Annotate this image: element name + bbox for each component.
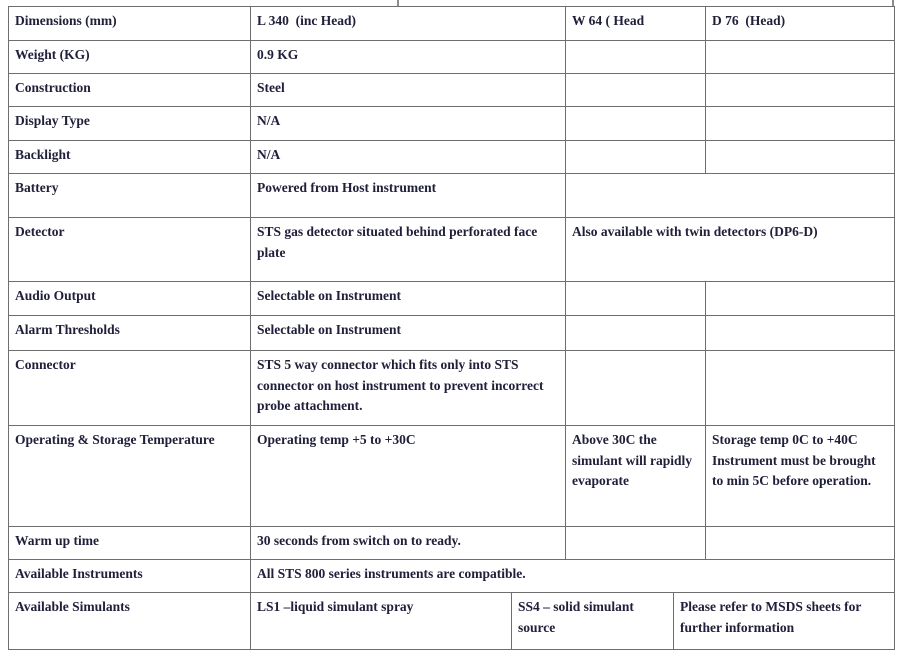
value-cell: Storage temp 0C to +40C Instrument must be brought to min 5C before operation. [706,426,895,527]
value-cell [706,107,895,141]
value-cell [566,41,706,74]
table-row [9,107,895,141]
table-row [9,282,895,316]
table-row [9,527,895,560]
table-row [9,351,895,426]
value-cell [566,527,706,560]
table-row [9,141,895,174]
value-cell [706,527,895,560]
row-label: Detector [9,218,251,282]
table-row [9,7,895,41]
table-row [9,593,895,650]
value-cell: D 76 (Head) [706,7,895,41]
value-cell [566,316,706,351]
value-cell: Please refer to MSDS sheets for further information [674,593,895,650]
value-cell: All STS 800 series instruments are compatible. [251,560,895,593]
value-cell [706,316,895,351]
value-cell: SS4 – solid simulant source [512,593,674,650]
table-row [9,426,895,527]
row-label: Warm up time [9,527,251,560]
value-cell: 0.9 KG [251,41,566,74]
value-cell: Steel [251,74,566,107]
value-cell: STS 5 way connector which fits only into STS connector on host instrument to prevent incorrect probe attachment. [251,351,566,426]
table-row [9,74,895,107]
row-label: Operating & Storage Temperature [9,426,251,527]
row-label: Backlight [9,141,251,174]
value-cell [706,41,895,74]
row-label: Available Instruments [9,560,251,593]
value-cell: Selectable on Instrument [251,316,566,351]
value-cell: W 64 ( Head [566,7,706,41]
row-label: Connector [9,351,251,426]
value-cell: L 340 (inc Head) [251,7,566,41]
value-cell [706,282,895,316]
value-cell: STS gas detector situated behind perforated face plate [251,218,566,282]
value-cell: Also available with twin detectors (DP6-D) [566,218,895,282]
spec-table [8,6,895,650]
table-row [9,174,895,218]
value-cell: N/A [251,107,566,141]
value-cell: Above 30C the simulant will rapidly evaporate [566,426,706,527]
value-cell [706,74,895,107]
value-cell: LS1 –liquid simulant spray [251,593,512,650]
row-label: Dimensions (mm) [9,7,251,41]
value-cell [566,174,895,218]
row-label: Weight (KG) [9,41,251,74]
value-cell: 30 seconds from switch on to ready. [251,527,566,560]
value-cell: Operating temp +5 to +30C [251,426,566,527]
table-row [9,218,895,282]
row-label: Construction [9,74,251,107]
row-label: Display Type [9,107,251,141]
value-cell [706,141,895,174]
value-cell [566,282,706,316]
value-cell [566,351,706,426]
value-cell: Selectable on Instrument [251,282,566,316]
row-label: Available Simulants [9,593,251,650]
table-row [9,560,895,593]
value-cell [706,351,895,426]
row-label: Alarm Thresholds [9,316,251,351]
value-cell: Powered from Host instrument [251,174,566,218]
value-cell: N/A [251,141,566,174]
row-label: Audio Output [9,282,251,316]
value-cell [566,107,706,141]
table-row [9,41,895,74]
row-label: Battery [9,174,251,218]
table-row [9,316,895,351]
value-cell [566,74,706,107]
value-cell [566,141,706,174]
